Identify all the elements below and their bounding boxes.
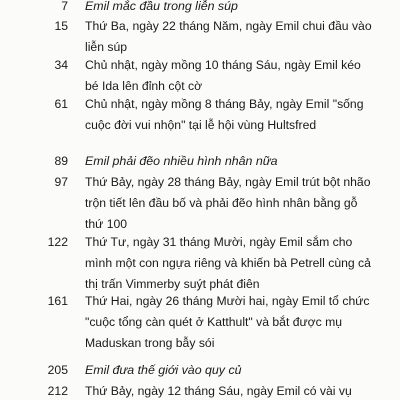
- toc-page-number: 97: [54, 175, 68, 189]
- toc-page-number: 89: [54, 154, 68, 168]
- toc-line: liễn súp: [85, 40, 128, 54]
- toc-line: trộn tiết lên đầu bố và phải đẽo hình nhân bằng gỗ: [85, 196, 358, 210]
- toc-line: mình một con ngựa riêng và khiến bà Petrell cùng cả: [85, 256, 371, 270]
- toc-line: cuộc đời vui nhộn" tại lễ hội vùng Hultsfred: [85, 118, 317, 132]
- toc-line: Emil phải đẽo nhiều hình nhân nữa: [85, 154, 278, 168]
- toc-line: Maduskan trong bẫy sói: [85, 336, 215, 350]
- toc-line: Thứ Bảy, ngày 12 tháng Sáu, ngày Emil có vài vụ: [85, 384, 352, 398]
- toc-title: [85, 55, 370, 97]
- toc-line: bé Ida lên đỉnh cột cờ: [85, 79, 203, 93]
- toc-page-number: 122: [47, 235, 68, 249]
- toc-title: [85, 151, 370, 172]
- toc-page-number: 15: [54, 19, 68, 33]
- toc-line: "cuộc tổng càn quét ở Katthult" và bắt được mụ: [85, 315, 343, 329]
- toc-title: [85, 232, 370, 295]
- toc-page-number: 205: [47, 363, 68, 377]
- toc-line: Thứ Bảy, ngày 28 tháng Bảy, ngày Emil trút bột nhão: [85, 175, 371, 189]
- toc-line: Chủ nhật, ngày mồng 8 tháng Bảy, ngày Emil "sống: [85, 97, 364, 111]
- toc-page-number: 34: [54, 58, 68, 72]
- toc-page-number: 212: [47, 384, 68, 398]
- toc-title: [85, 0, 370, 17]
- toc-title: [85, 291, 370, 354]
- toc-page-number: 61: [54, 97, 68, 111]
- toc-title: [85, 381, 370, 402]
- toc-page-number: 7: [61, 0, 68, 13]
- toc-line: Thứ Tư, ngày 31 tháng Mười, ngày Emil sắm cho: [85, 235, 353, 249]
- toc-title: [85, 94, 370, 136]
- toc-line: Emil mắc đầu trong liễn súp: [85, 0, 238, 13]
- toc-title: [85, 360, 370, 381]
- toc-line: Thứ Ba, ngày 22 tháng Năm, ngày Emil chui đầu vào: [85, 19, 372, 33]
- toc-title: [85, 16, 370, 58]
- toc-page-number: 161: [47, 294, 68, 308]
- toc-line: Chủ nhật, ngày mồng 10 tháng Sáu, ngày Emil kéo: [85, 58, 361, 72]
- toc-line: Thứ Hai, ngày 26 tháng Mười hai, ngày Emil tổ chức: [85, 294, 370, 308]
- toc-line: Emil đưa thế giới vào quy củ: [85, 363, 242, 377]
- toc-line: thị trấn Vimmerby suýt phát điên: [85, 277, 260, 291]
- toc-line: thứ 100: [85, 217, 128, 231]
- toc-title: [85, 172, 370, 235]
